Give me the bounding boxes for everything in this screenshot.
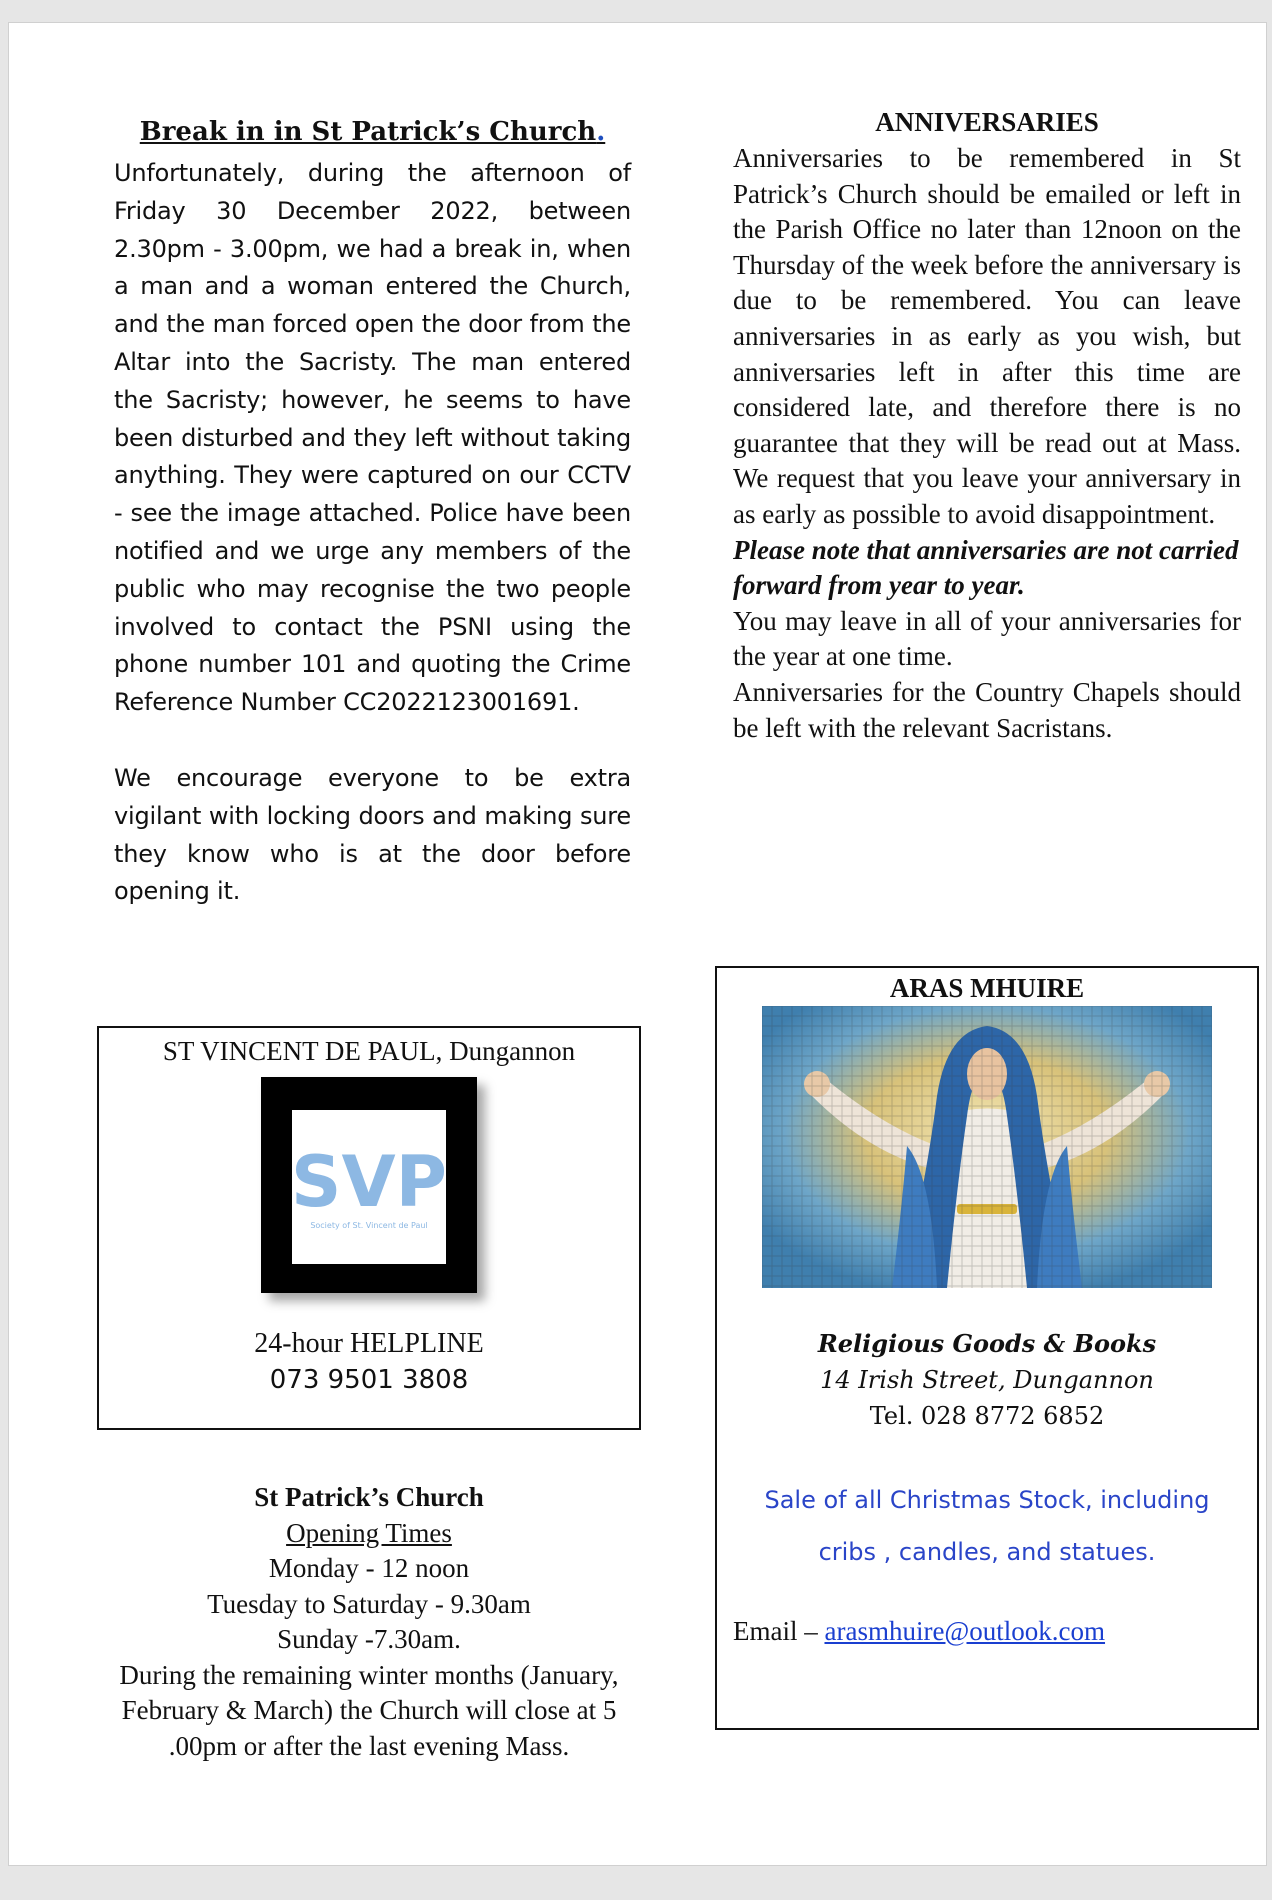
aras-email-row (717, 1616, 1257, 1647)
newsletter-page (8, 22, 1267, 1866)
opening-sunday: Sunday -7.30am. (277, 1624, 461, 1654)
opening-winter-note: During the remaining winter months (January, February & March) the Church will close at 5 .00pm or after the last evening Mass. (119, 1659, 619, 1761)
anniversaries-note: Please note that anniversaries are not carried forward from year to year. (733, 534, 1239, 601)
opening-tue-sat: Tuesday to Saturday - 9.30am (207, 1588, 531, 1619)
aras-telephone: Tel. 028 8772 6852 (869, 1402, 1105, 1430)
aras-title: ARAS MHUIRE (889, 973, 1085, 1003)
break-in-paragraph: Unfortunately, during the afternoon of Friday 30 December 2022, between 2.30pm - 3.00pm, we had a break in, when a man and a woman entered the Church, and the man forced open the door from the Altar into the Sacristy. The man entered the Sacristy; however, he seems to have been disturbed and they left without taking anything. They were captured on our CCTV - see the image attached. Police have been notified and we urge any members of the public who may recognise the two people involved to contact the PSNI using the phone number 101 and quoting the Crime Reference Number CC2022123001691. (114, 159, 631, 717)
opening-heading: Opening Times (286, 1517, 452, 1548)
break-in-title: Break in in St Patrick’s Church. (139, 117, 606, 147)
opening-times (104, 1480, 634, 1764)
svp-logo-image (292, 1110, 446, 1264)
svp-logo (261, 1077, 477, 1293)
aras-sale-line1: Sale of all Christmas Stock, including (764, 1486, 1210, 1514)
svp-box (97, 1026, 641, 1430)
aras-address: 14 Irish Street, Dungannon (820, 1366, 1154, 1394)
anniversaries-chapels: Anniversaries for the Country Chapels should be left with the relevant Sacristans. (733, 676, 1241, 743)
anniversaries-paragraph: Anniversaries to be remembered in St Patrick’s Church should be emailed or left in the Parish Office no later than 12noon on the Thursday of the week before the anniversary is due to be remembered. You can leave anniversaries in as early as you wish, but anniversaries left in after this time are considered late, and therefore there is no guarantee that they will be read out at Mass. We request that you leave your anniversary in as early as possible to avoid disappointment. (733, 143, 1241, 529)
aras-email-label: Email – (733, 1616, 818, 1646)
aras-sale-notice (717, 1474, 1257, 1578)
svp-logo-subtext: Society of St. Vincent de Paul (310, 1221, 428, 1230)
svp-logo-text: SVP (292, 1141, 446, 1223)
anniversaries-title: ANNIVERSARIES (875, 107, 1099, 137)
break-in-advice: We encourage everyone to be extra vigilant with locking doors and making sure they know who is at the door before opening it. (114, 763, 631, 906)
aras-mhuire-box (715, 966, 1259, 1730)
aras-goods: Religious Goods & Books (817, 1329, 1157, 1358)
opening-church-name: St Patrick’s Church (254, 1482, 484, 1512)
aras-sale-line2: cribs , candles, and statues. (818, 1538, 1156, 1566)
break-in-article (114, 113, 631, 911)
opening-monday: Monday - 12 noon (268, 1553, 470, 1583)
svp-helpline-label: 24-hour HELPLINE (254, 1328, 484, 1359)
anniversaries-year: You may leave in all of your anniversaries for the year at one time. (733, 605, 1241, 672)
anniversaries-article (733, 103, 1241, 746)
svp-phone: 073 9501 3808 (269, 1365, 469, 1395)
aras-email-link[interactable]: arasmhuire@outlook.com (824, 1616, 1106, 1646)
mary-mosaic-image (762, 1006, 1212, 1288)
svp-heading: ST VINCENT DE PAUL, Dungannon (162, 1036, 576, 1066)
